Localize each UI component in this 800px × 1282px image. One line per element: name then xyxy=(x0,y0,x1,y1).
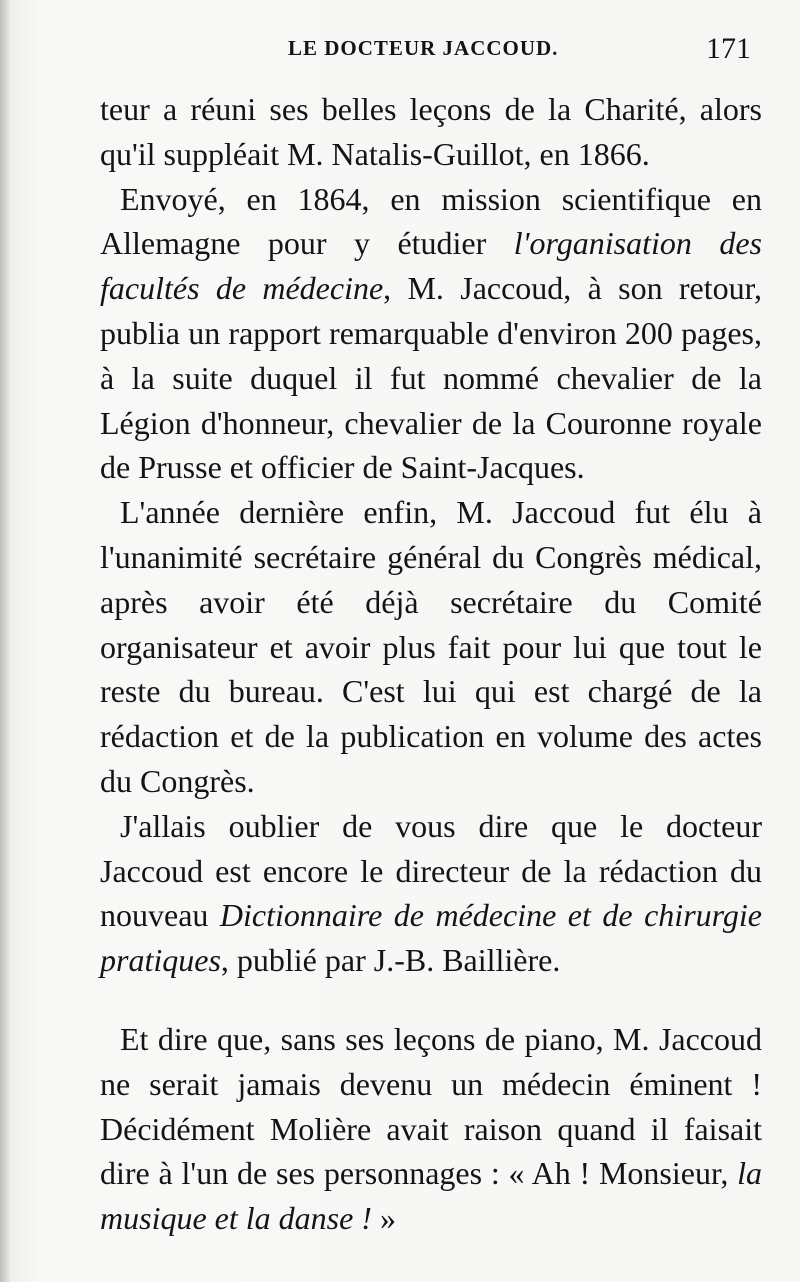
body-text xyxy=(100,87,762,1241)
paragraph-2-italic-title: l'organisation des facultés de médecine xyxy=(100,225,763,307)
paragraph-4 xyxy=(100,804,762,983)
page-header xyxy=(0,34,800,74)
paragraph-4-text-start: J'allais oublier de vous dire que le docteur Jaccoud est encore le directeur de la rédaction du nouveau xyxy=(100,807,762,934)
paragraph-5 xyxy=(100,1017,762,1241)
page-number: 171 xyxy=(706,32,751,65)
paragraph-5-italic-quote: la musique et la danse ! xyxy=(100,1155,762,1237)
paragraph-2 xyxy=(100,177,762,491)
paragraph-5-text-end: » xyxy=(371,1200,396,1237)
paragraph-spacer xyxy=(100,983,762,1017)
paragraph-3: L'année dernière enfin, M. Jaccoud fut élu à l'unanimité secrétaire général du Congrès médical, après avoir été déjà secrétaire du Comité organisateur et avoir plus fait pour lui que tout le reste du bureau. C'est lui qui est chargé de la rédaction et de la publication en volume des actes du Congrès. xyxy=(100,494,762,799)
running-title: LE DOCTEUR JACCOUD. xyxy=(288,36,559,60)
paragraph-5-text-start: Et dire que, sans ses leçons de piano, M. Jaccoud ne serait jamais devenu un médecin éminent ! Décidément Molière avait raison quand il faisait dire à l'un de ses personnages : « Ah ! Monsieur, xyxy=(100,1020,762,1192)
paragraph-4-italic-title: Dictionnaire de médecine et de chirurgie pratiques xyxy=(100,897,763,979)
paragraph-1: teur a réuni ses belles leçons de la Charité, alors qu'il suppléait M. Natalis-Guillot, en 1866. xyxy=(100,91,762,172)
paragraph-2-text-start: Envoyé, en 1864, en mission scientifique en Allemagne pour y étudier xyxy=(100,180,762,262)
paragraph-4-text-end: , publié par J.-B. Baillière. xyxy=(220,942,561,979)
page-binding-edge xyxy=(0,0,10,1282)
paragraph-2-text-end: , M. Jaccoud, à son retour, publia un rapport remarquable d'environ 200 pages, à la suite duquel il fut nommé chevalier de la Légion d'honneur, chevalier de la Couronne royale de Prusse et officier de Saint-Jacques. xyxy=(100,270,763,486)
